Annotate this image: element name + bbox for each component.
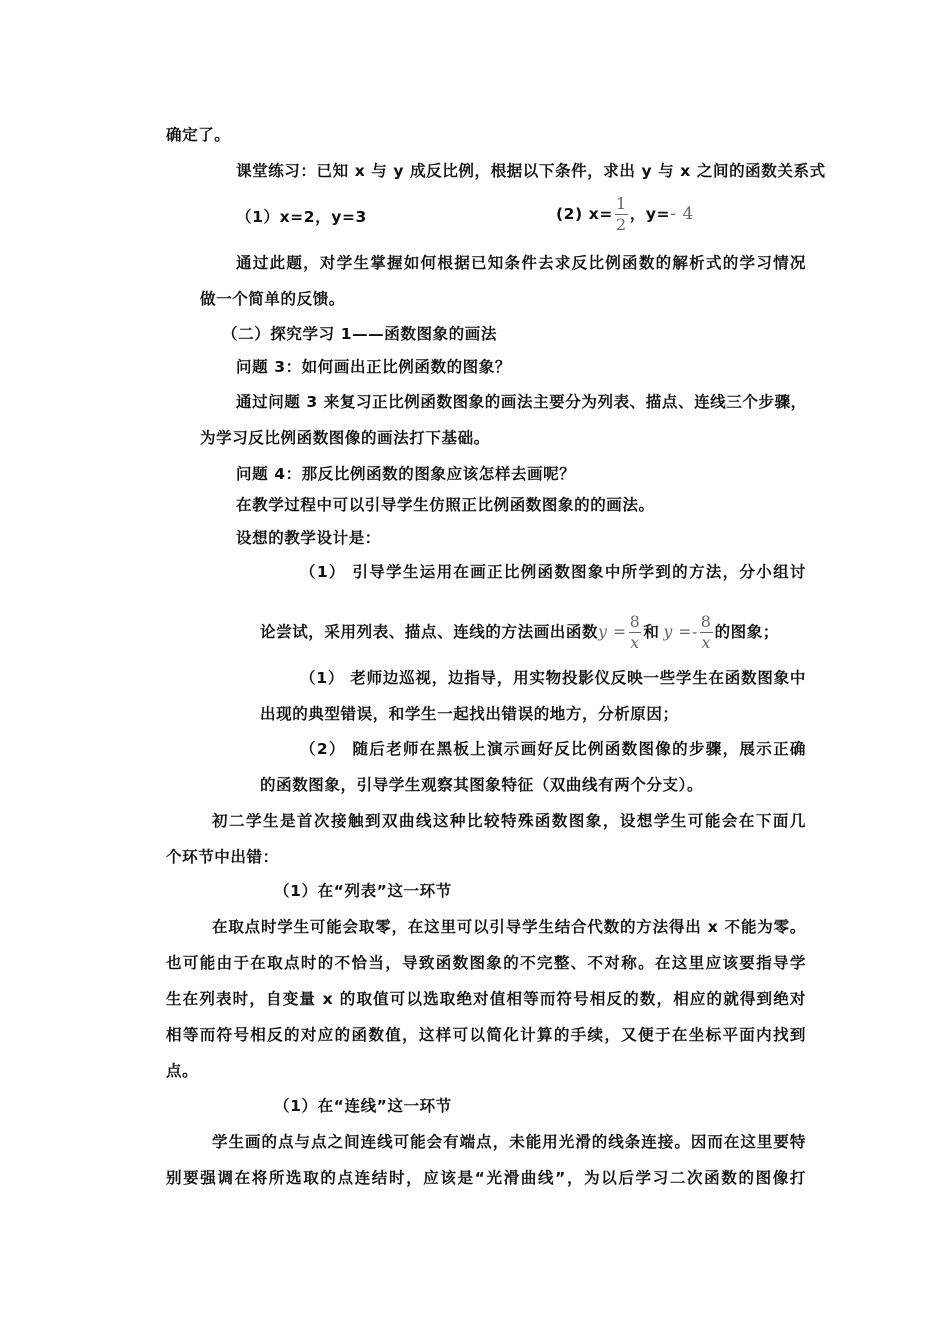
design-step: （2） 随后老师在黑板上演示画好反比例函数图像的步骤，展示正确 — [300, 740, 806, 758]
fraction-one-half — [615, 194, 628, 235]
fraction-denominator: 2 — [615, 215, 627, 234]
text-line: 的函数图象，引导学生观察其图象特征（双曲线有两个分支）。 — [260, 776, 704, 794]
text-line: 在取点时学生可能会取零，在这里可以引导学生结合代数的方法得出 x 不能为零。 — [212, 918, 806, 936]
text-fragment: 和 — [643, 623, 660, 641]
text-line: 为学习反比例函数图像的画法打下基础。 — [200, 429, 490, 447]
text-line: 在教学过程中可以引导学生仿照正比例函数图象的的画法。 — [236, 496, 655, 514]
design-step: （1） 引导学生运用在画正比例函数图象中所学到的方法，分小组讨 — [300, 563, 806, 581]
exercise-heading: 课堂练习：已知 x 与 y 成反比例，根据以下条件，求出 y 与 x 之间的函数关系式 — [236, 162, 826, 180]
exercise-item-2-value: - 4 — [670, 204, 694, 224]
math-y-equals: y = — [598, 623, 627, 641]
text-line: 也可能由于在取点时的不恰当，导致函数图象的不完整、不对称。在这里应该要指导学 — [166, 954, 806, 972]
fraction-numerator: 8 — [629, 612, 641, 631]
text-line: 初二学生是首次接触到双曲线这种比较特殊函数图象，设想学生可能会在下面几 — [212, 812, 806, 830]
subsection-heading: （1）在“连线”这一环节 — [274, 1097, 452, 1115]
exercise-item-2-sep: ，y= — [629, 205, 671, 223]
text-line: 个环节中出错： — [166, 848, 279, 866]
text-line: 确定了。 — [166, 126, 231, 144]
question-3: 问题 3：如何画出正比例函数的图象？ — [236, 358, 511, 376]
exercise-item-2-label: (2) x= — [556, 205, 613, 223]
text-line: 生在列表时，自变量 x 的取值可以选取绝对值相等而符号相反的数，相应的就得到绝对 — [166, 990, 806, 1008]
exercise-item-2 — [556, 194, 694, 235]
text-fragment: 论尝试，采用列表、描点、连线的方法画出函数 — [260, 623, 599, 641]
fraction-8-over-x — [700, 612, 713, 653]
text-fragment: 的图象； — [714, 623, 779, 641]
section-heading: （二）探究学习 1——函数图象的画法 — [222, 325, 497, 343]
text-line: 做一个简单的反馈。 — [200, 290, 345, 308]
fraction-8-over-x — [629, 612, 642, 653]
math-y-equals-negative: y =- — [663, 623, 698, 641]
text-line: 相等而符号相反的对应的函数值，这样可以简化计算的手续，又便于在坐标平面内找到 — [166, 1026, 806, 1044]
fraction-numerator: 8 — [700, 612, 712, 631]
text-line: 别要强调在将所选取的点连结时，应该是“光滑曲线”，为以后学习二次函数的图像打 — [166, 1169, 806, 1187]
text-line: 出现的典型错误，和学生一起找出错误的地方，分析原因； — [260, 705, 679, 723]
design-step: （1） 老师边巡视，边指导，用实物投影仪反映一些学生在函数图象中 — [300, 669, 806, 687]
fraction-numerator: 1 — [615, 194, 627, 213]
text-line: 通过此题，对学生掌握如何根据已知条件去求反比例函数的解析式的学习情况 — [236, 254, 806, 272]
exercise-item-1: （1）x=2，y=3 — [236, 208, 367, 226]
fraction-denominator: x — [701, 633, 711, 652]
text-line: 通过问题 3 来复习正比例函数图象的画法主要分为列表、描点、连线三个步骤， — [236, 393, 807, 411]
text-line: 点。 — [166, 1062, 199, 1080]
question-4: 问题 4：那反比例函数的图象应该怎样去画呢？ — [236, 465, 576, 483]
text-line: 学生画的点与点之间连线可能会有端点，未能用光滑的线条连接。因而在这里要特 — [212, 1133, 806, 1151]
fraction-denominator: x — [630, 633, 640, 652]
subsection-heading: （1）在“列表”这一环节 — [274, 882, 452, 900]
design-step-continued — [260, 612, 779, 653]
text-line: 设想的教学设计是： — [236, 529, 381, 547]
